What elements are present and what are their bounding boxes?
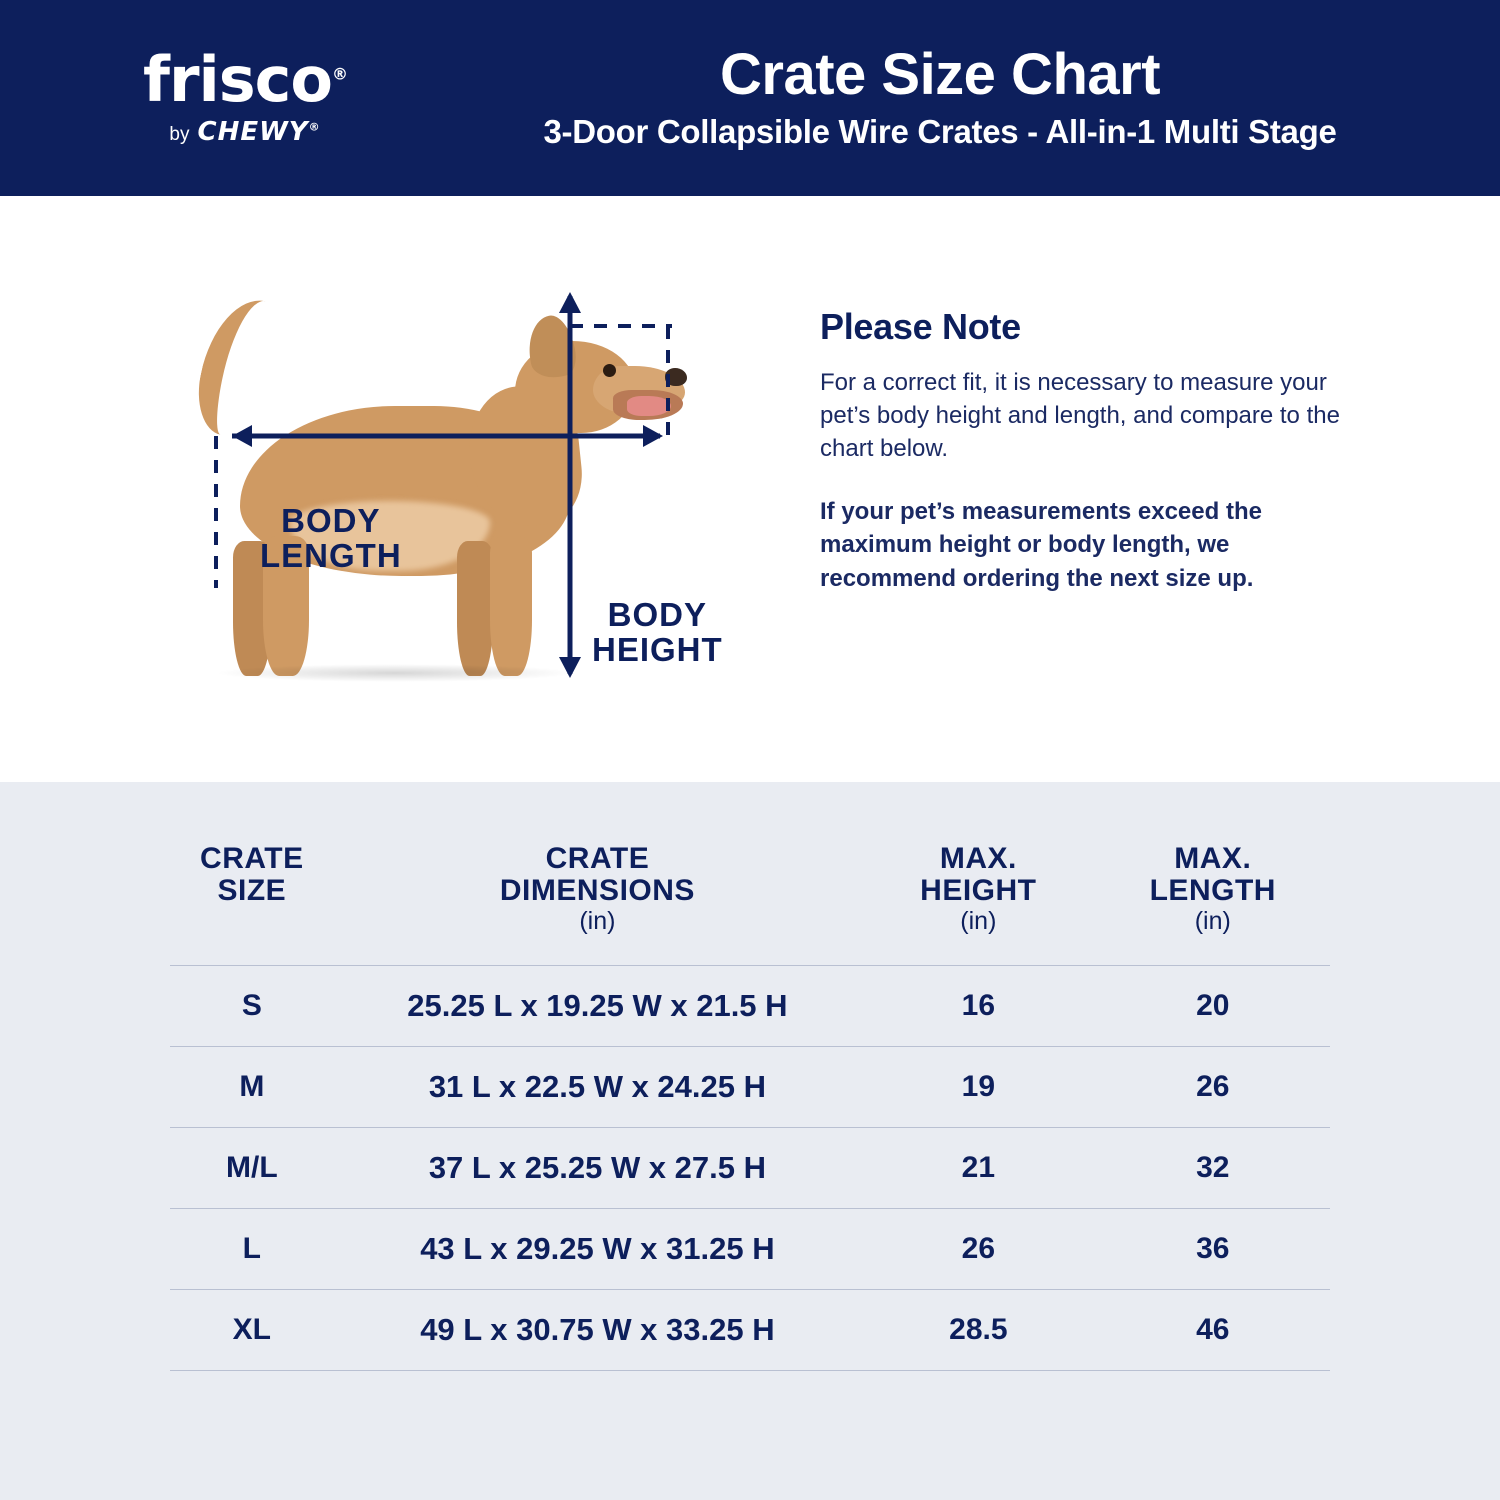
chewy-text: CHEWY — [197, 117, 309, 147]
cell-max-height: 21 — [861, 1127, 1095, 1208]
table-row — [170, 1289, 1330, 1370]
cell-max-height: 28.5 — [861, 1289, 1095, 1370]
table-row — [170, 965, 1330, 1046]
cell-max-length: 36 — [1096, 1208, 1330, 1289]
dog-shadow — [215, 664, 575, 682]
body-length-label-line2: LENGTH — [260, 536, 402, 574]
crate-size-table — [170, 842, 1330, 1371]
cell-crate-dimensions: 49 L x 30.75 W x 33.25 H — [334, 1289, 861, 1370]
table-row — [170, 1127, 1330, 1208]
dog-eye — [603, 364, 616, 377]
dog-illustration — [0, 196, 820, 782]
cell-max-height: 26 — [861, 1208, 1095, 1289]
brand-logo — [0, 43, 420, 147]
size-table-section — [0, 782, 1500, 1500]
body-length-label-line1: BODY — [281, 502, 381, 539]
dog-front-leg-far — [457, 541, 493, 676]
chewy-registered-mark: ® — [308, 120, 321, 134]
cell-crate-size: XL — [170, 1289, 334, 1370]
chewy-wordmark — [197, 117, 320, 147]
cell-crate-dimensions: 43 L x 29.25 W x 31.25 H — [334, 1208, 861, 1289]
table-body — [170, 965, 1330, 1370]
please-note-heading: Please Note — [820, 306, 1021, 347]
body-height-label — [592, 598, 723, 667]
body-length-label — [260, 504, 402, 573]
column-header-crate-dimensions-line2: DIMENSIONS — [499, 874, 695, 908]
cell-crate-size: M — [170, 1046, 334, 1127]
cell-crate-dimensions: 25.25 L x 19.25 W x 21.5 H — [334, 965, 861, 1046]
table-row — [170, 1208, 1330, 1289]
column-header-crate-dimensions-unit: (in) — [579, 906, 616, 935]
column-header-max-length-line2: LENGTH — [1149, 874, 1276, 908]
column-header-max-height-line1: MAX. — [939, 842, 1017, 875]
cell-crate-dimensions: 31 L x 22.5 W x 24.25 H — [334, 1046, 861, 1127]
dog-nose — [665, 368, 687, 386]
cell-max-length: 26 — [1096, 1046, 1330, 1127]
brand-by-label: by — [169, 124, 190, 145]
column-header-max-height-unit: (in) — [960, 906, 997, 935]
measurement-section — [0, 196, 1500, 782]
dog-tail — [189, 291, 296, 445]
dog-front-leg-near — [490, 536, 532, 676]
page-title: Crate Size Chart — [719, 41, 1161, 107]
please-note-paragraph-1: For a correct fit, it is necessary to measure your pet’s body height and length, and compare to the chart below. — [820, 369, 1340, 463]
frisco-text: frisco — [142, 43, 333, 116]
frisco-wordmark — [142, 43, 348, 116]
dog-tongue — [627, 396, 671, 416]
column-header-max-length — [1096, 842, 1330, 965]
column-header-crate-size-line2: SIZE — [217, 874, 287, 908]
column-header-crate-size — [170, 842, 334, 965]
cell-max-length: 32 — [1096, 1127, 1330, 1208]
column-header-max-length-unit: (in) — [1194, 906, 1231, 935]
body-height-label-line1: BODY — [607, 596, 707, 633]
body-height-label-line2: HEIGHT — [592, 630, 723, 668]
column-header-crate-dimensions-line1: CRATE — [545, 842, 650, 875]
column-header-crate-size-line1: CRATE — [200, 842, 304, 875]
please-note-paragraph-2: If your pet’s measurements exceed the maximum height or body length, we recommend ordering the next size up. — [820, 498, 1262, 592]
cell-max-length: 20 — [1096, 965, 1330, 1046]
column-header-max-height-line2: HEIGHT — [920, 874, 1037, 908]
cell-max-length: 46 — [1096, 1289, 1330, 1370]
please-note-block — [820, 196, 1420, 782]
cell-max-height: 19 — [861, 1046, 1095, 1127]
table-head — [170, 842, 1330, 965]
frisco-registered-mark: ® — [332, 64, 348, 84]
brand-sub-lockup — [169, 117, 320, 147]
cell-crate-size: M/L — [170, 1127, 334, 1208]
column-header-max-height — [861, 842, 1095, 965]
cell-crate-size: S — [170, 965, 334, 1046]
table-header-row — [170, 842, 1330, 965]
cell-crate-size: L — [170, 1208, 334, 1289]
column-header-max-length-line1: MAX. — [1174, 842, 1252, 875]
cell-crate-dimensions: 37 L x 25.25 W x 27.5 H — [334, 1127, 861, 1208]
table-row — [170, 1046, 1330, 1127]
page-subtitle: 3-Door Collapsible Wire Crates - All-in-1 Multi Stage — [543, 113, 1337, 151]
column-header-crate-dimensions — [334, 842, 861, 965]
page-header — [0, 0, 1500, 196]
header-titles — [420, 41, 1500, 152]
cell-max-height: 16 — [861, 965, 1095, 1046]
